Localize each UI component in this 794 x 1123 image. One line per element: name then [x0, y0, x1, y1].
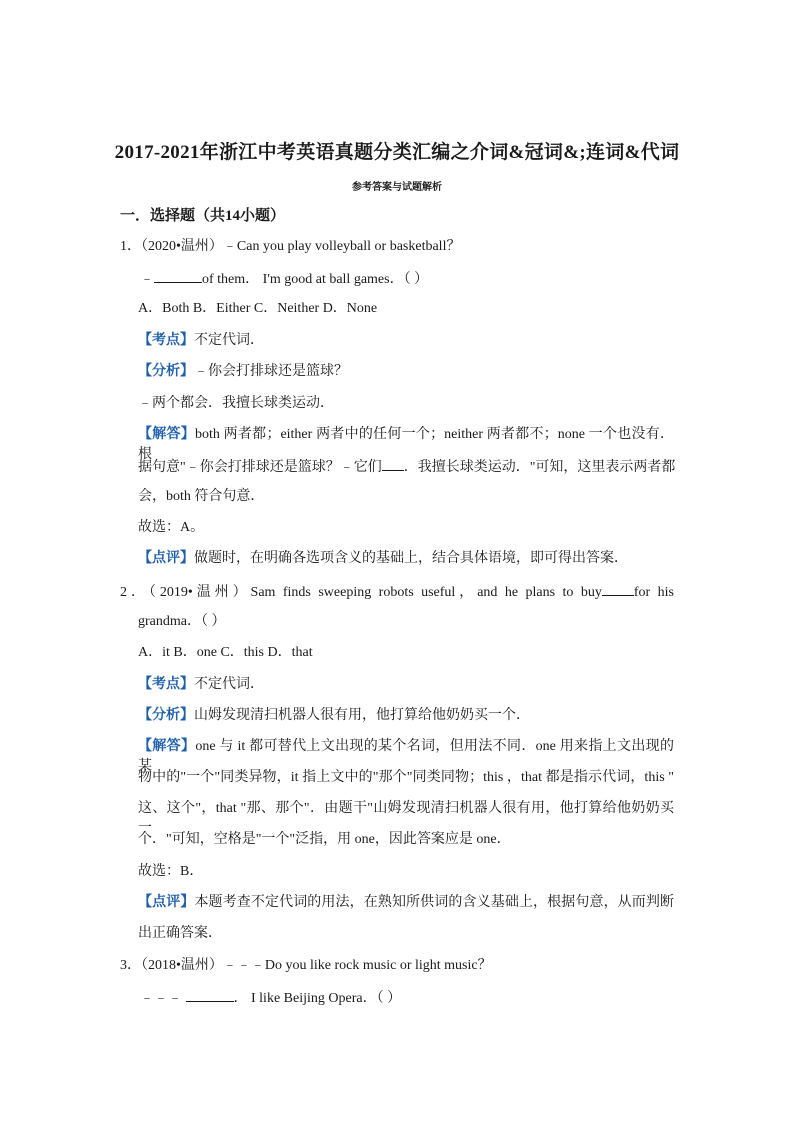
q1-kaodian — [138, 331, 264, 351]
jieda-tag: 【解答】 — [138, 427, 196, 442]
q2-jieda-line2: 物中的"一个"同类异物，it 指上文中的"那个"同类同物；this ，that 都是指示代词，this " — [138, 770, 674, 785]
q1-answer: 故选：A。 — [138, 520, 205, 535]
kaodian-tag: 【考点】 — [138, 677, 194, 692]
dianping-tag: 【点评】 — [138, 551, 194, 566]
q2-stem-line2: grandma．（ ） — [138, 614, 226, 629]
q1-jieda2-prefix: 据句意"﹣你会打排球还是篮球？﹣它们 — [138, 460, 382, 475]
document-subtitle: 参考答案与试题解析 — [352, 182, 442, 193]
q1-options: A．Both B．Either C．Neither D．None — [138, 301, 378, 316]
q3-line2-suffix: ． I like Beijing Opera．（ ） — [233, 991, 402, 1006]
q2-dianping-line2: 出正确答案． — [138, 926, 222, 941]
q2-options: A．it B．one C．this D．that — [138, 645, 313, 660]
q2-stem-prefix: 2．（2019•温州）Sam finds sweeping robots useful，and he plans to buy — [120, 585, 602, 600]
q1-fenxi-text1: ﹣你会打排球还是篮球？ — [194, 364, 348, 379]
answer-blank — [154, 268, 202, 283]
fenxi-tag: 【分析】 — [138, 708, 194, 723]
q2-jieda-text1: one 与 it 都可替代上文出现的某个名词，但用法不同．one 用来指上文出现的某 — [138, 739, 674, 774]
kaodian-tag: 【考点】 — [138, 333, 194, 348]
q2-fenxi-text: 山姆发现清扫机器人很有用，他打算给他奶奶买一个． — [194, 708, 530, 723]
q1-kaodian-text: 不定代词． — [194, 333, 264, 348]
q2-kaodian-text: 不定代词． — [194, 677, 264, 692]
q2-answer: 故选：B． — [138, 864, 204, 879]
q2-stem-suffix: for his — [633, 585, 675, 600]
q2-jieda-line4: 个．"可知，空格是"一个"泛指，用 one，因此答案应是 one． — [138, 832, 511, 847]
q1-stem: 1．（2020•温州）﹣Can you play volleyball or basketball？ — [120, 239, 461, 254]
document-title: 2017-2021年浙江中考英语真题分类汇编之介词&冠词&;连词&代词 — [114, 142, 680, 163]
q1-dianping — [138, 549, 628, 569]
answer-blank — [382, 456, 404, 471]
q2-jieda-line3: 这、这个"，that "那、那个"．由题干"山姆发现清扫机器人很有用，他打算给他奶奶买一 — [138, 801, 674, 836]
dianping-tag: 【点评】 — [138, 895, 195, 910]
q3-line2-prefix: ﹣﹣﹣ — [140, 991, 186, 1006]
answer-blank — [602, 581, 634, 596]
q1-line2 — [140, 268, 428, 290]
answer-blank — [186, 987, 234, 1002]
section-heading: 一．选择题（共14小题） — [120, 208, 286, 224]
q1-jieda-text1: both 两者都；either 两者中的任何一个；neither 两者都不；none 一个也没有．根 — [138, 427, 675, 462]
jieda-tag: 【解答】 — [138, 739, 196, 754]
q2-stem — [120, 581, 674, 603]
q2-fenxi — [138, 706, 530, 726]
q1-fenxi — [138, 362, 348, 382]
q1-line2-suffix: of them． I'm good at ball games．（ ） — [202, 272, 429, 287]
q1-line2-prefix: ﹣ — [140, 272, 154, 287]
q1-jieda2-suffix: ．我擅长球类运动．"可知，这里表示两者都 — [403, 460, 676, 475]
q2-dianping-text1: 本题考查不定代词的用法，在熟知所供词的含义基础上，根据句意，从而判断 — [194, 895, 675, 910]
q2-kaodian — [138, 675, 264, 695]
q3-stem: 3．（2018•温州）﹣﹣﹣Do you like rock music or light music？ — [120, 958, 492, 973]
q1-jieda-line2 — [138, 456, 675, 478]
q1-jieda-line3: 会，both 符合句意． — [138, 489, 265, 504]
fenxi-tag: 【分析】 — [138, 364, 194, 379]
q2-dianping — [138, 893, 674, 913]
q3-line2 — [140, 987, 401, 1009]
q1-dianping-text: 做题时，在明确各选项含义的基础上，结合具体语境，即可得出答案． — [194, 551, 628, 566]
q1-fenxi-line2: ﹣两个都会．我擅长球类运动． — [138, 396, 334, 411]
